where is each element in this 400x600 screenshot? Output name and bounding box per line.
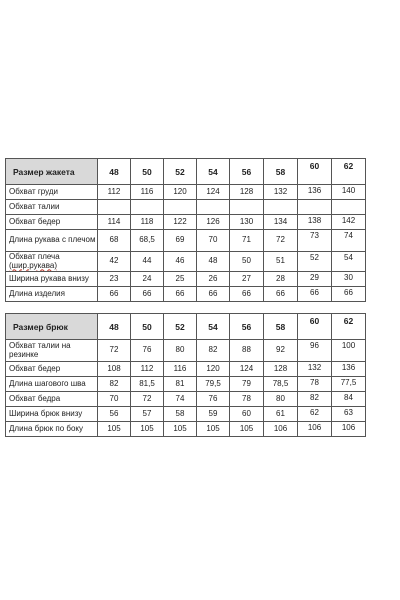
table-cell: 78	[230, 392, 264, 407]
table-cell: 23	[98, 272, 131, 287]
table-cell: 116	[131, 185, 164, 200]
table-cell: 72	[98, 340, 131, 362]
table-cell: 126	[197, 215, 230, 230]
row-label-line1: Обхват плеча	[9, 252, 60, 262]
table-cell: 66	[197, 287, 230, 302]
row-label-line2: (шир.рукава)	[9, 260, 57, 270]
table-cell: 142	[332, 215, 366, 230]
table-cell	[298, 200, 332, 215]
size-header: 60	[298, 159, 332, 185]
table-row	[6, 200, 366, 215]
table-cell: 105	[98, 422, 131, 437]
size-header: 52	[164, 314, 197, 340]
table-cell: 25	[164, 272, 197, 287]
table-cell: 69	[164, 230, 197, 252]
table-cell: 44	[131, 252, 164, 272]
table-cell: 46	[164, 252, 197, 272]
size-header: 62	[332, 314, 366, 340]
table-cell	[164, 200, 197, 215]
table-cell: 27	[230, 272, 264, 287]
table-cell: 54	[332, 252, 366, 272]
table-row	[6, 362, 366, 377]
table-cell: 84	[332, 392, 366, 407]
table-cell: 134	[264, 215, 298, 230]
row-label	[6, 252, 98, 272]
table-cell: 120	[197, 362, 230, 377]
table-cell: 66	[230, 287, 264, 302]
table-cell: 105	[230, 422, 264, 437]
table-cell: 58	[164, 407, 197, 422]
size-header: 58	[264, 159, 298, 185]
jacket-size-table	[5, 158, 366, 302]
table-cell: 70	[197, 230, 230, 252]
table-cell: 132	[264, 185, 298, 200]
size-header: 50	[131, 314, 164, 340]
table-cell: 106	[264, 422, 298, 437]
table-row	[6, 272, 366, 287]
table-cell: 57	[131, 407, 164, 422]
table-cell: 112	[131, 362, 164, 377]
size-header: 58	[264, 314, 298, 340]
table-cell: 59	[197, 407, 230, 422]
size-header: 48	[98, 314, 131, 340]
table-cell: 30	[332, 272, 366, 287]
table-cell: 74	[332, 230, 366, 252]
jacket-header-row	[6, 159, 366, 185]
table-cell: 108	[98, 362, 131, 377]
table-cell: 66	[332, 287, 366, 302]
table-cell	[197, 200, 230, 215]
table-cell: 136	[332, 362, 366, 377]
table-cell: 138	[298, 215, 332, 230]
table-cell: 50	[230, 252, 264, 272]
row-label: Длина брюк по боку	[6, 422, 98, 437]
table-cell: 82	[298, 392, 332, 407]
size-header: 54	[197, 314, 230, 340]
row-label: Обхват бедра	[6, 392, 98, 407]
table-cell: 26	[197, 272, 230, 287]
pants-size-header: Размер брюк	[6, 314, 98, 340]
table-cell: 66	[298, 287, 332, 302]
row-label: Обхват талии	[6, 200, 98, 215]
table-cell	[98, 200, 131, 215]
table-cell: 81	[164, 377, 197, 392]
row-label: Обхват бедер	[6, 215, 98, 230]
table-cell: 140	[332, 185, 366, 200]
table-cell: 105	[164, 422, 197, 437]
size-header: 56	[230, 159, 264, 185]
table-cell: 24	[131, 272, 164, 287]
table-cell: 52	[298, 252, 332, 272]
table-cell: 105	[131, 422, 164, 437]
table-cell: 79,5	[197, 377, 230, 392]
table-row	[6, 287, 366, 302]
table-cell: 118	[131, 215, 164, 230]
table-cell: 42	[98, 252, 131, 272]
table-cell: 74	[164, 392, 197, 407]
table-row	[6, 252, 366, 272]
table-cell: 48	[197, 252, 230, 272]
table-cell: 132	[298, 362, 332, 377]
size-header: 54	[197, 159, 230, 185]
table-cell: 92	[264, 340, 298, 362]
table-cell: 112	[98, 185, 131, 200]
size-header: 48	[98, 159, 131, 185]
table-cell: 29	[298, 272, 332, 287]
table-cell: 60	[230, 407, 264, 422]
table-cell: 76	[197, 392, 230, 407]
table-cell	[230, 200, 264, 215]
table-cell: 51	[264, 252, 298, 272]
table-cell: 71	[230, 230, 264, 252]
row-label: Обхват бедер	[6, 362, 98, 377]
table-cell: 128	[264, 362, 298, 377]
size-header: 56	[230, 314, 264, 340]
table-cell: 72	[264, 230, 298, 252]
table-cell: 128	[230, 185, 264, 200]
row-label: Длина изделия	[6, 287, 98, 302]
table-cell: 80	[264, 392, 298, 407]
table-cell: 96	[298, 340, 332, 362]
table-row	[6, 422, 366, 437]
size-header: 60	[298, 314, 332, 340]
table-cell: 78,5	[264, 377, 298, 392]
table-row	[6, 230, 366, 252]
table-cell: 78	[298, 377, 332, 392]
row-label: Обхват груди	[6, 185, 98, 200]
table-cell: 56	[98, 407, 131, 422]
table-row	[6, 377, 366, 392]
table-cell: 88	[230, 340, 264, 362]
row-label: Обхват талии на резинке	[6, 340, 98, 362]
table-cell: 68,5	[131, 230, 164, 252]
table-cell	[332, 200, 366, 215]
table-cell: 66	[164, 287, 197, 302]
jacket-size-header: Размер жакета	[6, 159, 98, 185]
pants-header-row	[6, 314, 366, 340]
table-cell: 82	[197, 340, 230, 362]
row-label: Длина рукава с плечом	[6, 230, 98, 252]
table-cell: 114	[98, 215, 131, 230]
table-row	[6, 407, 366, 422]
table-cell: 70	[98, 392, 131, 407]
table-cell: 80	[164, 340, 197, 362]
table-cell: 124	[230, 362, 264, 377]
table-cell: 77,5	[332, 377, 366, 392]
size-header: 62	[332, 159, 366, 185]
table-cell: 120	[164, 185, 197, 200]
table-cell: 68	[98, 230, 131, 252]
table-cell: 76	[131, 340, 164, 362]
row-label: Ширина рукава внизу	[6, 272, 98, 287]
table-cell	[131, 200, 164, 215]
size-header: 50	[131, 159, 164, 185]
table-cell: 61	[264, 407, 298, 422]
size-header: 52	[164, 159, 197, 185]
table-cell: 81,5	[131, 377, 164, 392]
table-row	[6, 392, 366, 407]
table-cell: 124	[197, 185, 230, 200]
table-cell: 63	[332, 407, 366, 422]
table-cell: 66	[131, 287, 164, 302]
row-label: Длина шагового шва	[6, 377, 98, 392]
table-row	[6, 215, 366, 230]
table-cell: 73	[298, 230, 332, 252]
table-cell: 105	[197, 422, 230, 437]
table-cell: 28	[264, 272, 298, 287]
table-cell: 106	[298, 422, 332, 437]
table-row	[6, 340, 366, 362]
row-label: Ширина брюк внизу	[6, 407, 98, 422]
table-cell: 130	[230, 215, 264, 230]
table-row	[6, 185, 366, 200]
table-cell: 82	[98, 377, 131, 392]
table-cell: 62	[298, 407, 332, 422]
table-cell: 136	[298, 185, 332, 200]
table-cell: 100	[332, 340, 366, 362]
table-cell: 72	[131, 392, 164, 407]
table-cell: 66	[98, 287, 131, 302]
table-cell: 116	[164, 362, 197, 377]
table-cell: 79	[230, 377, 264, 392]
table-cell: 122	[164, 215, 197, 230]
table-cell	[264, 200, 298, 215]
pants-size-table	[5, 313, 366, 437]
table-cell: 106	[332, 422, 366, 437]
table-cell: 66	[264, 287, 298, 302]
